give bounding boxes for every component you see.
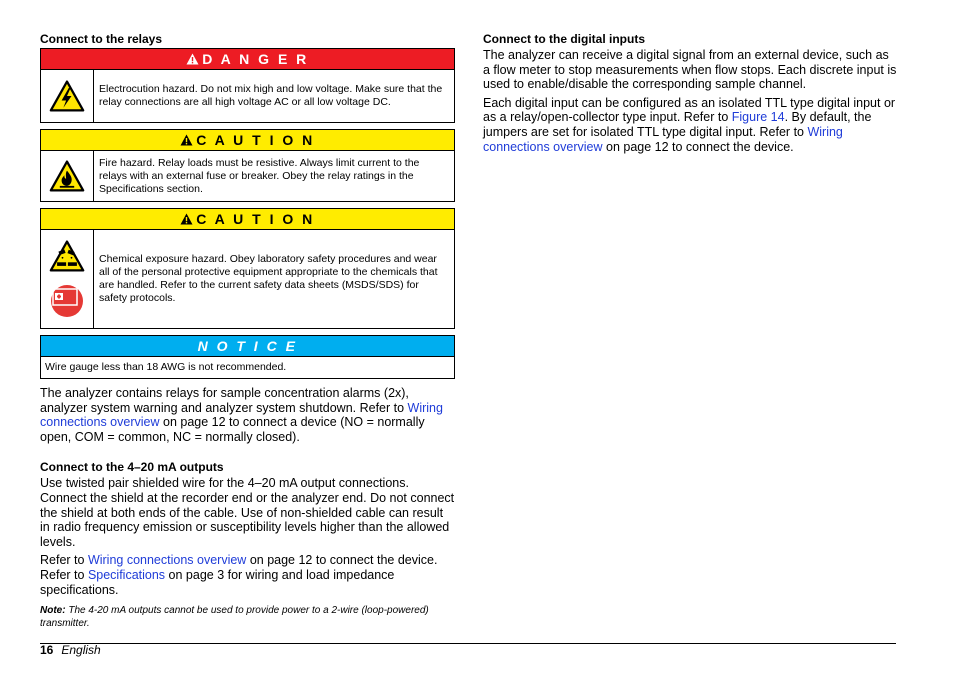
footer-language: English xyxy=(61,643,101,657)
danger-text: Electrocution hazard. Do not mix high and low voltage. Make sure that the relay connections are all high voltage AC or all low voltage DC. xyxy=(99,83,443,108)
outputs-text-1: Refer to xyxy=(40,553,88,568)
caution-fire-box xyxy=(40,129,455,202)
digital-paragraph-2 xyxy=(483,96,898,154)
caution-chemical-box xyxy=(40,208,455,329)
corrosive-chemical-icon xyxy=(49,239,85,273)
face-shield-ppe-icon xyxy=(49,281,85,319)
danger-box xyxy=(40,48,455,123)
notice-header xyxy=(41,336,454,357)
relays-paragraph xyxy=(40,386,455,444)
page-number: 16 xyxy=(40,643,54,657)
caution-chemical-header xyxy=(41,209,454,230)
notice-box xyxy=(40,335,455,379)
outputs-paragraph-2 xyxy=(40,553,455,597)
fire-hazard-icon xyxy=(49,159,85,193)
digital-text-2: . By default, the jumpers are set for isolated TTL type digital input. Refer to xyxy=(483,110,872,139)
caution-chemical-label: C A U T I O N xyxy=(196,211,315,227)
outputs-text-3: on page 3 for wiring and load impedance specifications. xyxy=(40,567,395,597)
caution-chemical-icon-cell xyxy=(41,230,94,328)
notice-label: N O T I C E xyxy=(197,338,298,354)
wiring-connections-link[interactable]: Wiring connections overview xyxy=(483,124,843,154)
footer-divider xyxy=(40,643,896,644)
digital-text-3: on page 12 to connect the device. xyxy=(602,139,794,154)
relays-heading: Connect to the relays xyxy=(40,32,163,46)
danger-header xyxy=(41,49,454,70)
relays-text-2: on page 12 to connect a device (NO = normally open, COM = common, NC = normally closed). xyxy=(40,415,425,444)
outputs-heading: Connect to the 4–20 mA outputs xyxy=(40,460,224,475)
digital-text-1: Each digital input can be configured as an isolated TTL type digital input or as a relay/open-collector type input. Refer to xyxy=(483,95,896,125)
warning-triangle-icon xyxy=(186,53,199,65)
left-column xyxy=(40,32,455,630)
note xyxy=(40,605,455,630)
warning-triangle-icon xyxy=(180,134,193,146)
note-text: The 4-20 mA outputs cannot be used to provide power to a 2-wire (loop-powered) transmitter. xyxy=(40,605,429,629)
digital-paragraph-1: The analyzer can receive a digital signal from an external device, such as a flow meter to stop measurements when flow stops. Each discrete input is used to enable/disable the corresponding sample channel. xyxy=(483,48,897,92)
digital-heading: Connect to the digital inputs xyxy=(483,32,645,46)
warning-triangle-icon xyxy=(180,213,193,225)
relays-text-1: The analyzer contains relays for sample concentration alarms (2x), analyzer system warning and analyzer system shutdown. Refer to xyxy=(40,386,409,415)
page-footer xyxy=(40,643,101,657)
outputs-paragraph-1: Use twisted pair shielded wire for the 4–20 mA output connections. Connect the shield at the recorder end or the analyzer end. Do not connect the shield at both ends of the cable. Use of non-shielded cable can result in radio frequency emission or susceptibility levels higher than the allowed levels. xyxy=(40,476,455,549)
caution-fire-label: C A U T I O N xyxy=(196,132,315,148)
wiring-connections-link[interactable]: Wiring connections overview xyxy=(87,553,247,568)
caution-fire-icon-cell xyxy=(41,151,94,201)
caution-chemical-text: Chemical exposure hazard. Obey laboratory safety procedures and wear all of the personal protective equipment appropriate to the chemicals that are handled. Refer to the current safety data sheets (MSDS/SDS) for safety protocols. xyxy=(99,253,438,304)
outputs-text-2: on page 12 to connect the device. Refer to xyxy=(40,553,438,582)
note-label: Note: xyxy=(40,605,66,617)
danger-icon-cell xyxy=(41,70,94,122)
wiring-connections-link[interactable]: Wiring connections overview xyxy=(40,400,443,430)
caution-fire-text: Fire hazard. Relay loads must be resistive. Always limit current to the relays with an external fuse or breaker. Obey the relay ratings in the Specifications section. xyxy=(99,156,420,195)
notice-text: Wire gauge less than 18 AWG is not recommended. xyxy=(45,361,287,373)
electrical-shock-icon xyxy=(49,79,85,113)
specifications-link[interactable]: Specifications xyxy=(87,567,166,582)
danger-label: D A N G E R xyxy=(202,51,309,67)
figure-14-link[interactable]: Figure 14 xyxy=(731,110,785,125)
caution-fire-header xyxy=(41,130,454,151)
right-column xyxy=(483,32,898,158)
